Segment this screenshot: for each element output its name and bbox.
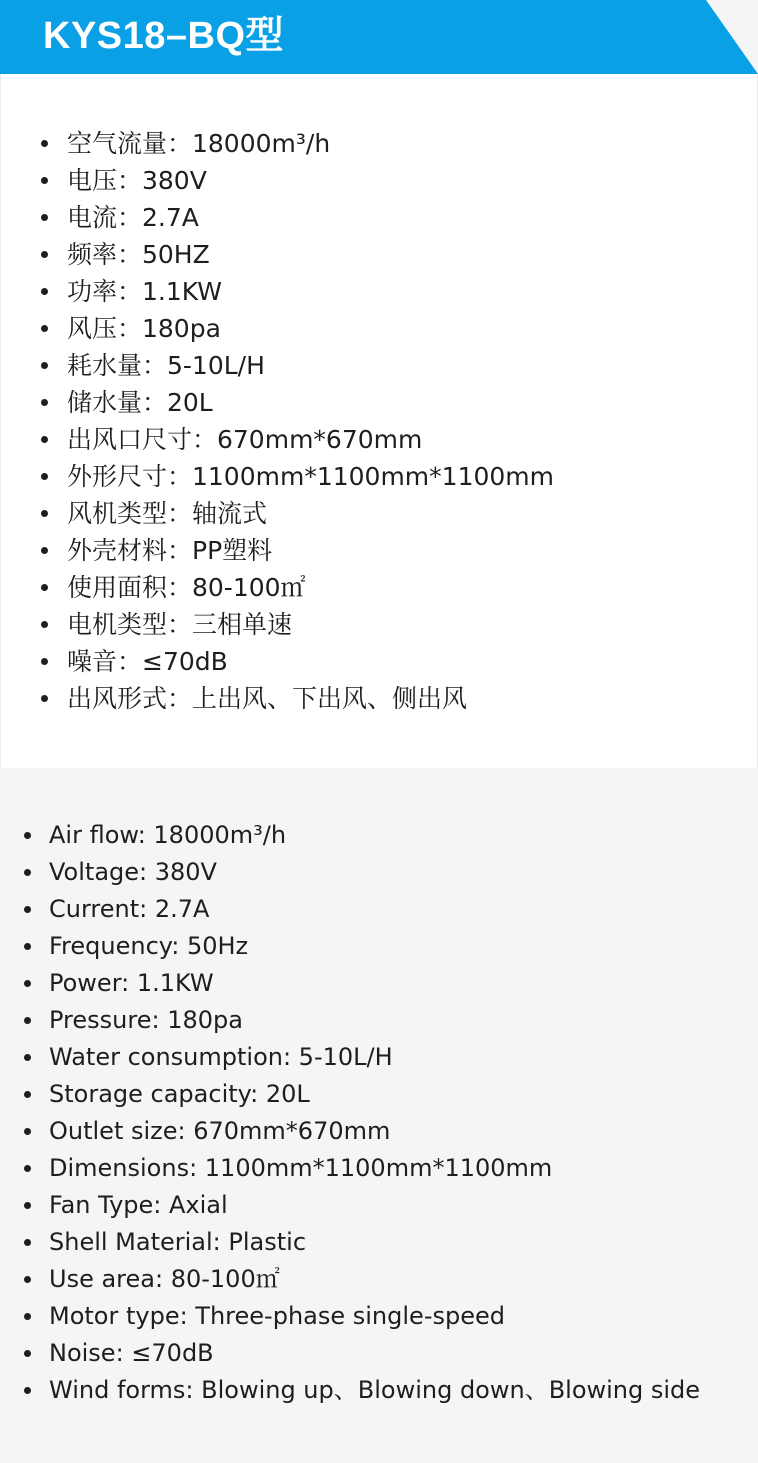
bullet-icon (24, 906, 31, 913)
bullet-icon (41, 621, 48, 628)
spec-text: 空气流量：18000m³/h (67, 129, 331, 158)
list-item (39, 236, 554, 273)
bullet-icon (24, 1202, 31, 1209)
spec-list-cn (39, 125, 554, 717)
bullet-icon (41, 547, 48, 554)
bullet-icon (24, 869, 31, 876)
list-item (39, 495, 554, 532)
list-item (22, 965, 700, 1002)
list-item (22, 1335, 700, 1372)
spec-text: Voltage: 380V (49, 858, 217, 886)
list-item (22, 1261, 700, 1298)
spec-text: Current: 2.7A (49, 895, 210, 923)
list-item (22, 1187, 700, 1224)
list-item (39, 606, 554, 643)
list-item (22, 817, 700, 854)
list-item (22, 928, 700, 965)
list-item (39, 458, 554, 495)
list-item (22, 1298, 700, 1335)
bullet-icon (24, 1017, 31, 1024)
list-item (22, 1076, 700, 1113)
spec-text: Air flow: 18000m³/h (49, 821, 287, 849)
list-item (39, 347, 554, 384)
spec-list-english (0, 768, 758, 1463)
bullet-icon (41, 362, 48, 369)
bullet-icon (41, 473, 48, 480)
spec-text: Shell Material: Plastic (49, 1228, 307, 1256)
spec-text: Use area: 80-100㎡ (49, 1265, 280, 1293)
bullet-icon (24, 832, 31, 839)
spec-text: 外形尺寸：1100mm*1100mm*1100mm (67, 462, 554, 491)
bullet-icon (41, 695, 48, 702)
list-item (22, 1372, 700, 1409)
bullet-icon (24, 1128, 31, 1135)
bullet-icon (41, 436, 48, 443)
bullet-icon (24, 1165, 31, 1172)
spec-text: 风压：180pa (67, 314, 221, 343)
bullet-icon (24, 1350, 31, 1357)
bullet-icon (24, 1276, 31, 1283)
spec-text: 功率：1.1KW (67, 277, 222, 306)
list-item (39, 162, 554, 199)
spec-text: Storage capacity: 20L (49, 1080, 310, 1108)
spec-text: 出风口尺寸：670mm*670mm (67, 425, 423, 454)
bullet-icon (41, 399, 48, 406)
spec-text: 耗水量：5-10L/H (67, 351, 265, 380)
spec-text: Power: 1.1KW (49, 969, 214, 997)
bullet-icon (24, 943, 31, 950)
list-item (39, 384, 554, 421)
spec-text: 出风形式：上出风、下出风、侧出风 (67, 684, 468, 713)
bullet-icon (41, 584, 48, 591)
bullet-icon (41, 177, 48, 184)
bullet-icon (41, 251, 48, 258)
spec-text: 电机类型：三相单速 (67, 610, 293, 639)
list-item (22, 1224, 700, 1261)
bullet-icon (41, 140, 48, 147)
bullet-icon (24, 1313, 31, 1320)
page-title: KYS18–BQ型 (43, 15, 285, 57)
list-item (22, 1002, 700, 1039)
list-item (39, 273, 554, 310)
list-item (22, 1039, 700, 1076)
spec-list-en (22, 817, 700, 1409)
spec-text: Water consumption: 5-10L/H (49, 1043, 393, 1071)
spec-text: 噪音：≤70dB (67, 647, 228, 676)
bullet-icon (41, 510, 48, 517)
list-item (39, 310, 554, 347)
spec-text: Outlet size: 670mm*670mm (49, 1117, 391, 1145)
spec-text: 风机类型：轴流式 (67, 499, 268, 528)
bullet-icon (41, 325, 48, 332)
spec-text: Motor type: Three-phase single-speed (49, 1302, 505, 1330)
list-item (39, 643, 554, 680)
spec-text: 储水量：20L (67, 388, 213, 417)
spec-text: Noise: ≤70dB (49, 1339, 214, 1367)
spec-text: Fan Type: Axial (49, 1191, 228, 1219)
bullet-icon (41, 288, 48, 295)
list-item (22, 854, 700, 891)
bullet-icon (24, 1239, 31, 1246)
spec-text: Dimensions: 1100mm*1100mm*1100mm (49, 1154, 553, 1182)
bullet-icon (41, 658, 48, 665)
list-item (22, 891, 700, 928)
bullet-icon (24, 1091, 31, 1098)
list-item (39, 125, 554, 162)
bullet-icon (24, 1054, 31, 1061)
list-item (39, 569, 554, 606)
list-item (39, 680, 554, 717)
list-item (22, 1113, 700, 1150)
bullet-icon (24, 980, 31, 987)
spec-text: 电流：2.7A (67, 203, 199, 232)
list-item (39, 199, 554, 236)
spec-text: Frequency: 50Hz (49, 932, 249, 960)
list-item (39, 421, 554, 458)
spec-text: Pressure: 180pa (49, 1006, 243, 1034)
bullet-icon (41, 214, 48, 221)
list-item (22, 1150, 700, 1187)
spec-text: 外壳材料：PP塑料 (67, 536, 273, 565)
spec-text: 电压：380V (67, 166, 207, 195)
spec-text: Wind forms: Blowing up、Blowing down、Blowing side (49, 1376, 701, 1404)
spec-list-chinese (0, 74, 758, 768)
list-item (39, 532, 554, 569)
spec-text: 频率：50HZ (67, 240, 210, 269)
header-banner (0, 0, 758, 74)
spec-text: 使用面积：80-100㎡ (67, 573, 306, 602)
bullet-icon (24, 1387, 31, 1394)
